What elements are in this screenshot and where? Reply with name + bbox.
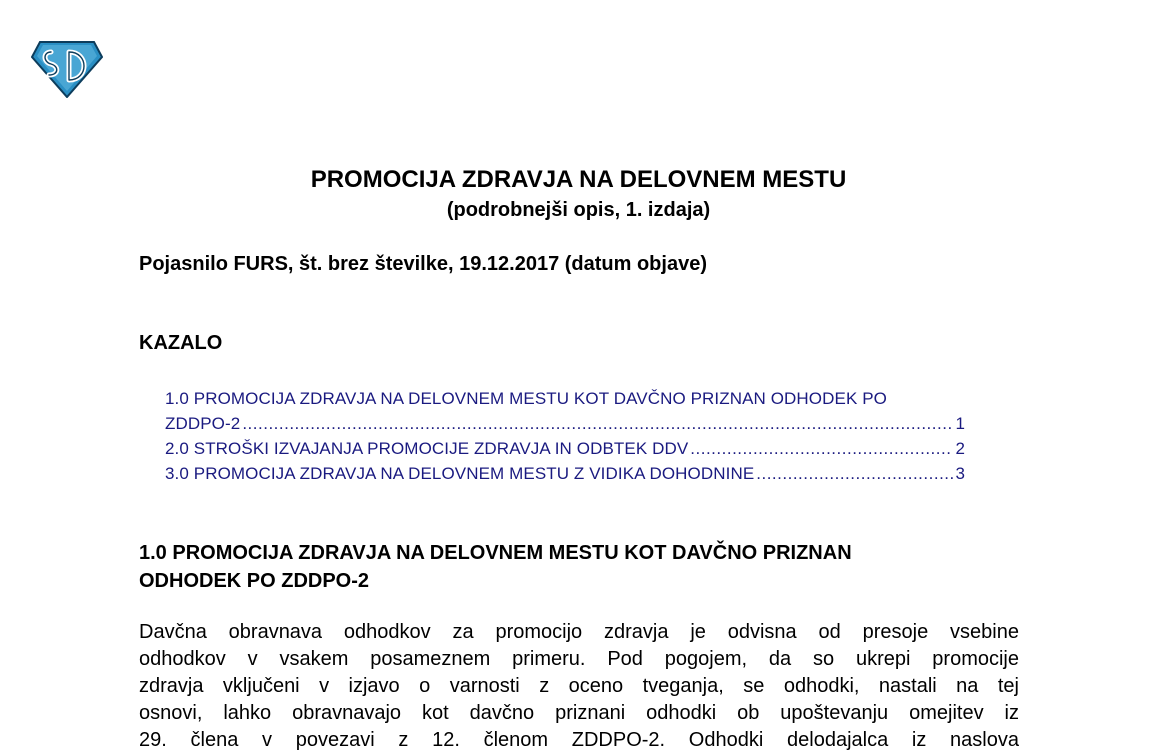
toc-leader xyxy=(690,436,953,461)
paragraph-line: 29. člena v povezavi z 12. členom ZDDPO-2. Odhodki delodajalca iz naslova xyxy=(139,729,1019,751)
toc-entry-2[interactable] xyxy=(165,436,965,461)
document-subtitle: (podrobnejši opis, 1. izdaja) xyxy=(446,199,711,221)
paragraph-line: osnovi, lahko obravnavajo kot davčno priznani odhodki ob upoštevanju omejitev iz xyxy=(139,702,1019,724)
table-of-contents xyxy=(165,386,965,486)
toc-heading: KAZALO xyxy=(139,332,223,354)
toc-leader xyxy=(242,411,953,436)
section-1-heading xyxy=(139,539,1019,595)
toc-entry-1-line2: ZDDPO-2 xyxy=(165,414,241,433)
toc-entry-1[interactable] xyxy=(165,386,965,436)
paragraph-line: odhodkov v vsakem posameznem primeru. Pod pogojem, da so ukrepi promocije xyxy=(139,648,1019,670)
toc-entry-3[interactable] xyxy=(165,461,965,486)
company-logo-icon xyxy=(31,40,103,98)
toc-entry-1-line1: 1.0 PROMOCIJA ZDRAVJA NA DELOVNEM MESTU KOT DAVČNO PRIZNAN ODHODEK PO xyxy=(165,389,887,408)
toc-leader xyxy=(756,461,953,486)
toc-entry-2-text: 2.0 STROŠKI IZVAJANJA PROMOCIJE ZDRAVJA IN ODBTEK DDV xyxy=(165,439,689,458)
section-1-paragraph xyxy=(139,619,1019,754)
toc-page-number: 1 xyxy=(955,414,965,433)
paragraph-line: Davčna obravnava odhodkov za promocijo zdravja je odvisna od presoje vsebine xyxy=(139,621,1019,643)
section-1-heading-line2: ODHODEK PO ZDDPO-2 xyxy=(139,570,370,592)
section-1-heading-line1: 1.0 PROMOCIJA ZDRAVJA NA DELOVNEM MESTU KOT DAVČNO PRIZNAN xyxy=(139,542,852,564)
paragraph-line: zdravja vključeni v izjavo o varnosti z oceno tveganja, se odhodki, nastali na tej xyxy=(139,675,1019,697)
toc-page-number: 2 xyxy=(955,439,965,458)
toc-page-number: 3 xyxy=(955,464,965,483)
document-title: PROMOCIJA ZDRAVJA NA DELOVNEM MESTU xyxy=(310,166,847,193)
toc-entry-3-text: 3.0 PROMOCIJA ZDRAVJA NA DELOVNEM MESTU Z VIDIKA DOHODNINE xyxy=(165,464,755,483)
source-reference: Pojasnilo FURS, št. brez številke, 19.12.2017 (datum objave) xyxy=(139,253,707,275)
